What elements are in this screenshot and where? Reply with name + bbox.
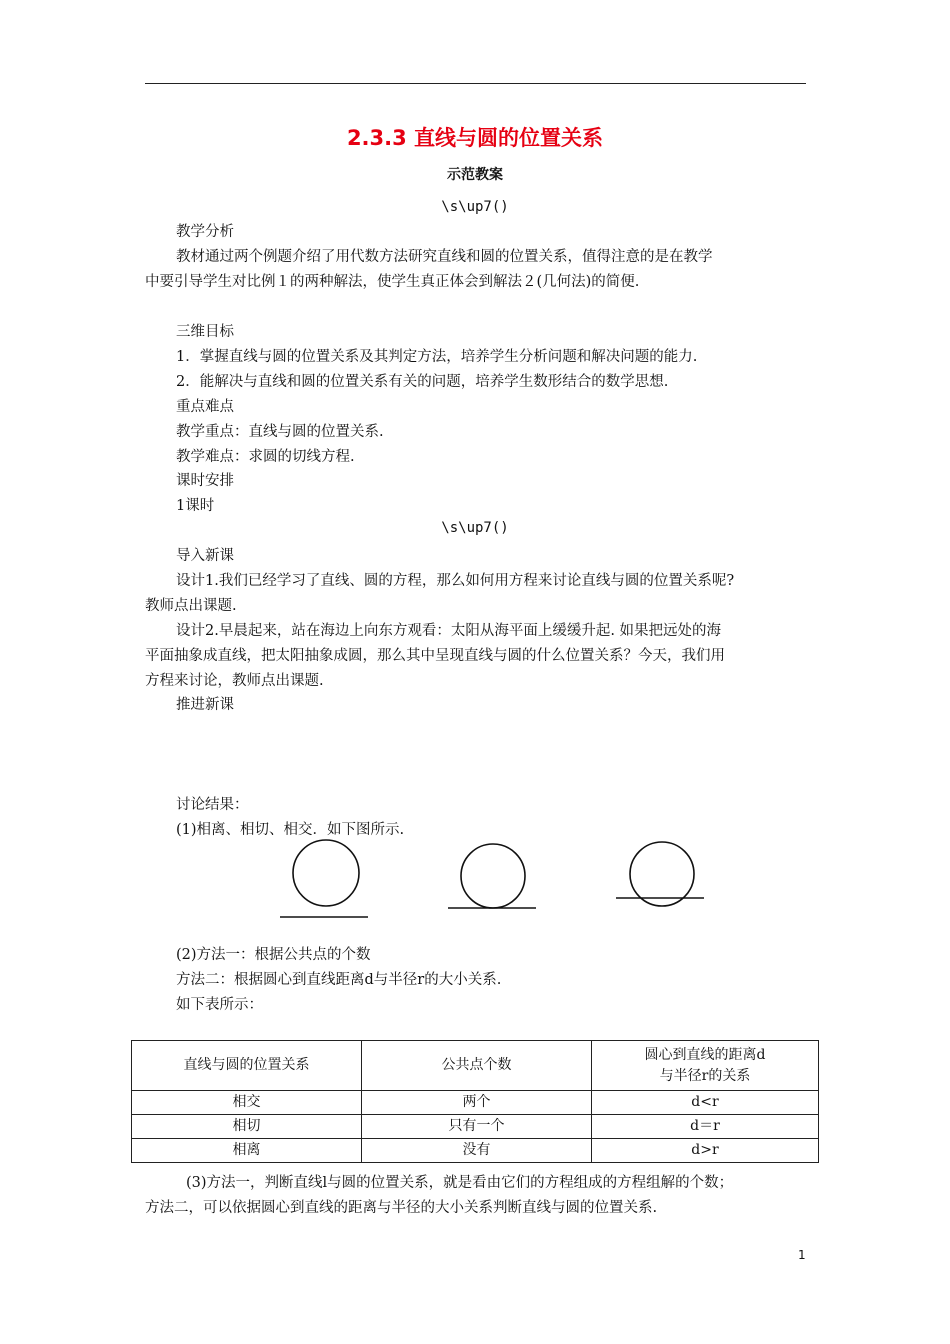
- page-title: 2.3.3 直线与圆的位置关系: [346, 126, 604, 150]
- circle-intersect: [630, 842, 694, 906]
- result2-method2: 方法二：根据圆心到直线距离d与半径r的大小关系.: [176, 972, 502, 988]
- table-cell: 只有一个: [362, 1115, 592, 1139]
- intro-heading: 导入新课: [176, 548, 234, 564]
- design1-text: 设计1.我们已经学习了直线、圆的方程，那么如何用方程来讨论直线与圆的位置关系呢?: [176, 573, 735, 589]
- table-intro: 如下表所示：: [176, 997, 263, 1013]
- result3-text: (3)方法一，判断直线l与圆的位置关系，就是看由它们的方程组成的方程组解的个数；: [186, 1175, 734, 1191]
- analysis-text: 教材通过两个例题介绍了用代数方法研究直线和圆的位置关系，值得注意的是在教学: [176, 249, 713, 265]
- header-line: 与半径r的关系: [659, 1067, 751, 1084]
- key-heading: 重点难点: [176, 399, 234, 415]
- circle-separate: [293, 840, 359, 906]
- tangent-diagram: [448, 844, 536, 908]
- header-line: 圆心到直线的距离d: [644, 1046, 766, 1063]
- goals-heading: 三维目标: [176, 324, 234, 340]
- page-subtitle: 示范教案: [447, 167, 503, 183]
- table-cell: 没有: [362, 1139, 592, 1163]
- table-cell: d<r: [592, 1091, 819, 1115]
- relation-table: [131, 1040, 819, 1163]
- separate-diagram: [280, 840, 368, 917]
- table-cell: d>r: [592, 1139, 819, 1163]
- design2-text: 平面抽象成直线，把太阳抽象成圆，那么其中呈现直线与圆的什么位置关系？今天，我们用: [145, 648, 725, 664]
- code-marker: \s\up7(): [441, 520, 509, 536]
- result3-text: 方法二，可以依据圆心到直线的距离与半径的大小关系判断直线与圆的位置关系.: [145, 1200, 658, 1216]
- table-cell: 两个: [362, 1091, 592, 1115]
- design2-text: 方程来讨论，教师点出课题.: [145, 673, 324, 689]
- table-cell: d＝r: [592, 1115, 819, 1139]
- goal-item: 1．掌握直线与圆的位置关系及其判定方法，培养学生分析问题和解决问题的能力.: [176, 349, 698, 365]
- key-point: 教学重点：直线与圆的位置关系.: [176, 424, 384, 440]
- analysis-heading: 教学分析: [176, 224, 234, 240]
- table-header-cell: 公共点个数: [362, 1041, 592, 1091]
- new-lesson-heading: 推进新课: [176, 697, 234, 713]
- circle-tangent: [461, 844, 525, 908]
- result1-text: (1)相离、相切、相交．如下图所示.: [176, 822, 405, 838]
- result-heading: 讨论结果：: [176, 797, 249, 813]
- table-header-cell: [592, 1041, 819, 1091]
- table-cell: 相切: [132, 1115, 362, 1139]
- difficult-point: 教学难点：求圆的切线方程.: [176, 449, 355, 465]
- header-rule: [145, 83, 806, 84]
- table-header-cell: 直线与圆的位置关系: [132, 1041, 362, 1091]
- schedule-value: 1课时: [176, 498, 215, 514]
- design2-text: 设计2.早晨起来，站在海边上向东方观看：太阳从海平面上缓缓升起. 如果把远处的海: [176, 623, 722, 639]
- code-marker: \s\up7(): [441, 199, 509, 215]
- intersect-diagram: [616, 842, 704, 906]
- table-cell: 相离: [132, 1139, 362, 1163]
- table-header-row: [132, 1041, 819, 1091]
- table-row: [132, 1139, 819, 1163]
- table-row: [132, 1115, 819, 1139]
- goal-item: 2．能解决与直线和圆的位置关系有关的问题，培养学生数形结合的数学思想.: [176, 374, 669, 390]
- table-cell: 相交: [132, 1091, 362, 1115]
- table-row: [132, 1091, 819, 1115]
- analysis-text: 中要引导学生对比例１的两种解法，使学生真正体会到解法２(几何法)的简便.: [145, 274, 640, 290]
- schedule-heading: 课时安排: [176, 473, 234, 489]
- design1-text: 教师点出课题.: [145, 598, 237, 614]
- page-number: 1: [798, 1248, 806, 1262]
- circle-line-figure: [270, 838, 720, 923]
- result2-method1: (2)方法一：根据公共点的个数: [176, 947, 371, 963]
